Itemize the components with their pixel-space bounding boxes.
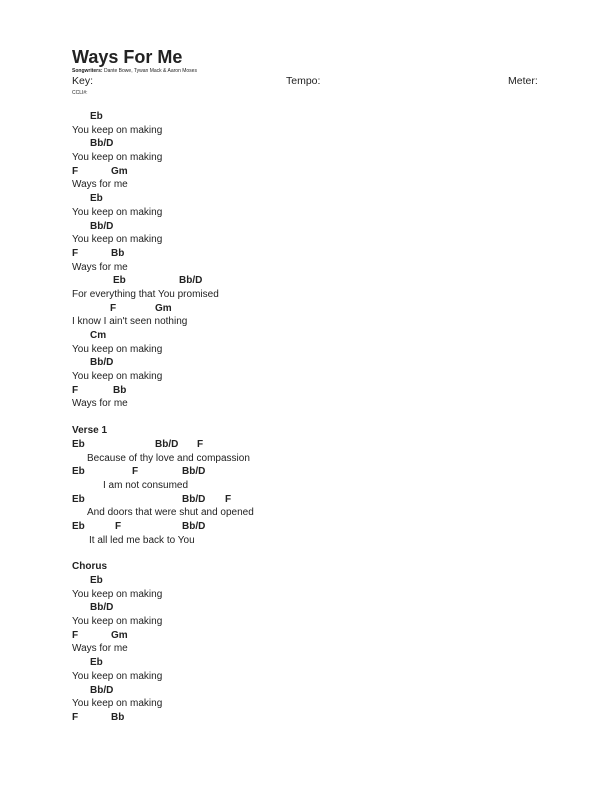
lyric-text: I am not consumed [103, 479, 189, 491]
tempo-label: Tempo: [286, 75, 321, 87]
lyric-line [72, 206, 552, 220]
lyric-line [72, 697, 552, 711]
lyric-text: You keep on making [72, 206, 163, 218]
lyric-text: Ways for me [72, 398, 128, 410]
chord: Bb/D [182, 493, 206, 505]
lyric-line [72, 615, 552, 629]
chord: Bb/D [182, 466, 206, 478]
section-heading: Chorus [72, 561, 107, 573]
lyric-text: Ways for me [72, 643, 128, 655]
chord: Eb [72, 520, 85, 532]
chord: Eb [72, 493, 85, 505]
lyric-text: Ways for me [72, 179, 128, 191]
chord: F [225, 493, 232, 505]
lyric-text: Ways for me [72, 261, 128, 273]
chord: F [72, 247, 79, 259]
lyric-line [72, 261, 552, 275]
chord: Bb/D [182, 520, 206, 532]
chord-line [72, 274, 552, 288]
chord-line [72, 656, 552, 670]
chord: Eb [72, 466, 85, 478]
chord: Bb/D [155, 438, 179, 450]
chord-line [72, 493, 552, 507]
chord: Bb [113, 384, 127, 396]
lyric-line [72, 151, 552, 165]
chord-sheet [72, 110, 552, 738]
lyric-line [72, 233, 552, 247]
chord: Eb [113, 275, 126, 287]
chord-line [72, 329, 552, 343]
chord: Eb [90, 575, 103, 586]
chord-line [72, 220, 552, 234]
lyric-text: You keep on making [72, 616, 163, 628]
meter-label: Meter: [508, 75, 538, 87]
lyric-text: And doors that were shut and opened [87, 507, 254, 519]
chord: Gm [111, 629, 128, 641]
chord: F [72, 384, 79, 396]
chord: F [72, 629, 79, 641]
lyric-line [72, 588, 552, 602]
lyric-text: You keep on making [72, 698, 163, 710]
chord: Bb/D [90, 684, 114, 696]
chord-line [72, 302, 552, 316]
chord: Gm [111, 165, 128, 177]
chord: F [197, 438, 204, 450]
chord: Eb [72, 438, 85, 450]
lyric-text: You keep on making [72, 124, 163, 136]
chord-line [72, 520, 552, 534]
chord-line [72, 384, 552, 398]
chord: Eb [90, 193, 103, 205]
lyric-line [72, 452, 552, 466]
chord: Bb/D [179, 275, 203, 287]
chord: Gm [155, 302, 172, 314]
chord: F [72, 711, 79, 723]
chord: Bb [111, 711, 125, 723]
lyric-text: You keep on making [72, 234, 163, 246]
chord-line [72, 629, 552, 643]
songwriters-names: Dante Bowe, Tywan Mack & Aaron Moses [103, 68, 197, 74]
lyric-line [72, 178, 552, 192]
lyric-text: You keep on making [72, 588, 163, 600]
lyric-line [72, 642, 552, 656]
lyric-line [72, 343, 552, 357]
chord: Bb/D [90, 602, 114, 614]
chord: F [72, 165, 79, 177]
ccli-label: CCLI#: [72, 90, 88, 96]
songwriters-label: Songwriters: [72, 68, 103, 74]
lyric-text: For everything that You promised [72, 288, 219, 300]
chord: Bb [111, 247, 125, 259]
song-section [72, 424, 552, 547]
song-section [72, 110, 552, 411]
lyric-line [72, 397, 552, 411]
lyric-text: It all led me back to You [89, 534, 195, 546]
song-title: Ways For Me [72, 47, 183, 67]
chord-line [72, 574, 552, 588]
lyric-line [72, 315, 552, 329]
chord: Eb [90, 111, 103, 122]
lyric-text: Because of thy love and compassion [87, 452, 250, 464]
chord-line [72, 711, 552, 725]
chord-line [72, 110, 552, 124]
chord: F [110, 302, 117, 314]
lyric-line [72, 370, 552, 384]
lyric-text: You keep on making [72, 670, 163, 682]
key-label: Key: [72, 75, 94, 87]
lyric-line [72, 124, 552, 138]
lyric-line [72, 479, 552, 493]
chord-line [72, 247, 552, 261]
lyric-text: You keep on making [72, 152, 163, 164]
chord: Cm [90, 330, 107, 341]
chord: F [132, 466, 139, 478]
song-section [72, 560, 552, 724]
chord-line [72, 192, 552, 206]
chord-line [72, 465, 552, 479]
chord-line [72, 165, 552, 179]
lyric-text: You keep on making [72, 343, 163, 355]
lyric-line [72, 288, 552, 302]
songwriters-line [72, 68, 197, 74]
chord-line [72, 684, 552, 698]
chord: Bb/D [90, 138, 114, 150]
lyric-text: You keep on making [72, 371, 163, 383]
chord: Bb/D [90, 357, 114, 369]
lyric-text: I know I ain't seen nothing [72, 316, 188, 328]
chord: F [115, 520, 122, 532]
chord: Bb/D [90, 220, 114, 232]
chord-line [72, 356, 552, 370]
lyric-line [72, 506, 552, 520]
chord-line [72, 438, 552, 452]
chord-line [72, 137, 552, 151]
chord-line [72, 601, 552, 615]
chord: Eb [90, 657, 103, 669]
section-heading: Verse 1 [72, 425, 108, 437]
lyric-line [72, 670, 552, 684]
lyric-line [72, 534, 552, 548]
